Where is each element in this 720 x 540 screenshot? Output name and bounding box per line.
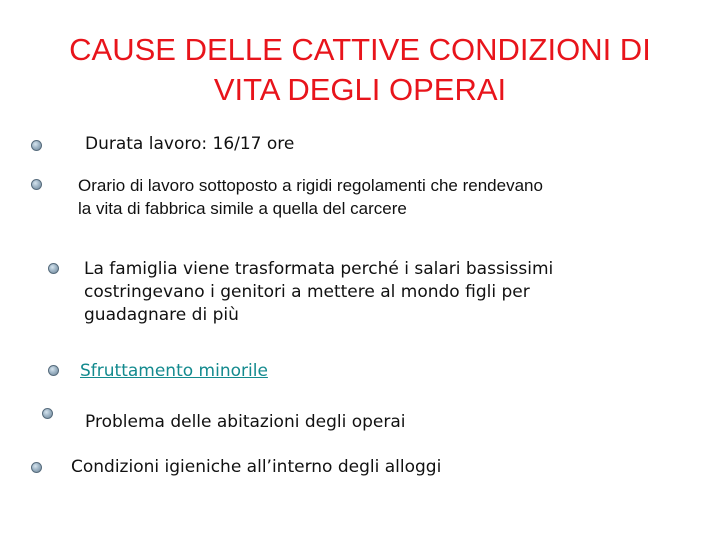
bullet-text-work-hours: Durata lavoro: 16/17 ore — [85, 134, 295, 154]
bullet-text-family: La famiglia viene trasformata perché i salari bassissimi costringevano i genitori a mettere al mondo figli per guadagnare di più — [84, 259, 554, 325]
bullet-icon — [31, 462, 42, 473]
bullet-text-hygiene: Condizioni igieniche all’interno degli alloggi — [71, 457, 442, 477]
child-labor-link[interactable]: Sfruttamento minorile — [80, 361, 268, 381]
bullet-text-work-schedule: Orario di lavoro sottoposto a rigidi regolamenti che rendevano la vita di fabbrica simile a quella del carcere — [78, 176, 543, 218]
bullet-icon — [31, 179, 42, 190]
bullet-icon — [31, 140, 42, 151]
bullet-icon — [48, 365, 59, 376]
slide-title: CAUSE DELLE CATTIVE CONDIZIONI DI VITA DEGLI OPERAI — [69, 32, 651, 107]
bullet-icon — [42, 408, 53, 419]
bullet-icon — [48, 263, 59, 274]
bullet-text-housing: Problema delle abitazioni degli operai — [85, 412, 406, 432]
